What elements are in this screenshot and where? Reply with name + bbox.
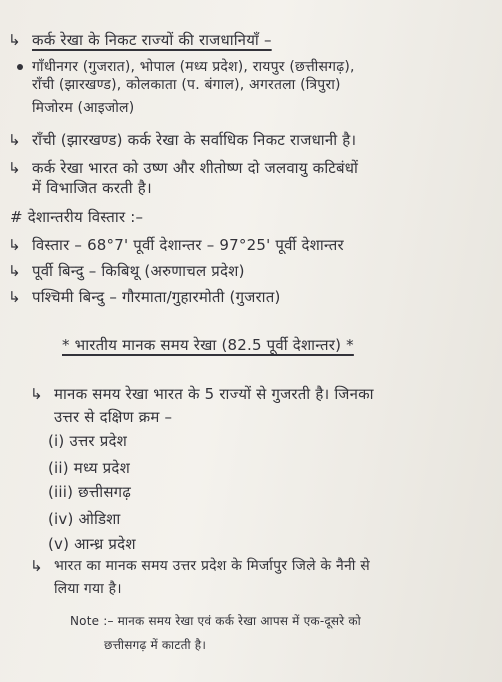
arrow-marker-icon: ↳ [8, 131, 21, 149]
ist-state-1: (i) उत्तर प्रदेश [48, 432, 128, 450]
capitals-line-1: गाँधीनगर (गुजरात), भोपाल (मध्य प्रदेश), रायपुर (छत्तीसगढ़), [32, 59, 355, 75]
capitals-line-3: मिजोरम (आइजोल) [32, 100, 135, 116]
arrow-marker-icon: ↳ [30, 385, 43, 403]
arrow-marker-icon: ↳ [8, 159, 21, 177]
fact-climate-zones-line-1: कर्क रेखा भारत को उष्ण और शीतोष्ण दो जलवायु कटिबंधों [32, 159, 359, 177]
heading-tropic-capitals: कर्क रेखा के निकट राज्यों की राजधानियाँ – [32, 31, 272, 49]
arrow-marker-icon: ↳ [8, 288, 21, 306]
ist-title: * भारतीय मानक समय रेखा (82.5 पूर्वी देशान्तर) * [62, 336, 354, 354]
ist-state-2: (ii) मध्य प्रदेश [48, 459, 130, 477]
arrow-marker-icon: ↳ [8, 31, 21, 49]
capitals-line-2: राँची (झारखण्ड), कोलकाता (प. बंगाल), अगरतला (त्रिपुरा) [32, 77, 341, 93]
eastern-point: पूर्वी बिन्दु – किबिथू (अरुणाचल प्रदेश) [32, 262, 245, 280]
bullet-icon [17, 64, 23, 70]
ist-source-line-2: लिया गया है। [54, 581, 122, 597]
ist-state-3: (iii) छत्तीसगढ़ [48, 483, 131, 501]
ist-state-4: (iv) ओडिशा [48, 510, 121, 528]
ist-intro-line-2: उत्तर से दक्षिण क्रम – [54, 408, 173, 426]
fact-climate-zones-line-2: में विभाजित करती है। [32, 179, 152, 197]
ist-source-line-1: भारत का मानक समय उत्तर प्रदेश के मिर्जापुर जिले के नैनी से [54, 558, 370, 574]
fact-ranchi-nearest: राँची (झारखण्ड) कर्क रेखा के सर्वाधिक निकट राजधानी है। [32, 131, 357, 149]
note-line-2: छत्तीसगढ़ में काटती है। [104, 638, 207, 652]
longitude-extent-heading: # देशान्तरीय विस्तार :– [10, 208, 144, 226]
western-point: पश्चिमी बिन्दु – गौरमाता/गुहारमोती (गुजरात) [32, 288, 281, 306]
arrow-marker-icon: ↳ [8, 262, 21, 280]
arrow-marker-icon: ↳ [8, 236, 21, 254]
longitude-range: विस्तार – 68°7' पूर्वी देशान्तर – 97°25' पूर्वी देशान्तर [32, 236, 344, 254]
ist-state-5: (v) आन्ध्र प्रदेश [48, 535, 136, 553]
ist-intro-line-1: मानक समय रेखा भारत के 5 राज्यों से गुजरती है। जिनका [54, 385, 374, 403]
note-line-1: Note :– मानक समय रेखा एवं कर्क रेखा आपस में एक-दूसरे को [70, 614, 361, 628]
arrow-marker-icon: ↳ [30, 557, 43, 575]
